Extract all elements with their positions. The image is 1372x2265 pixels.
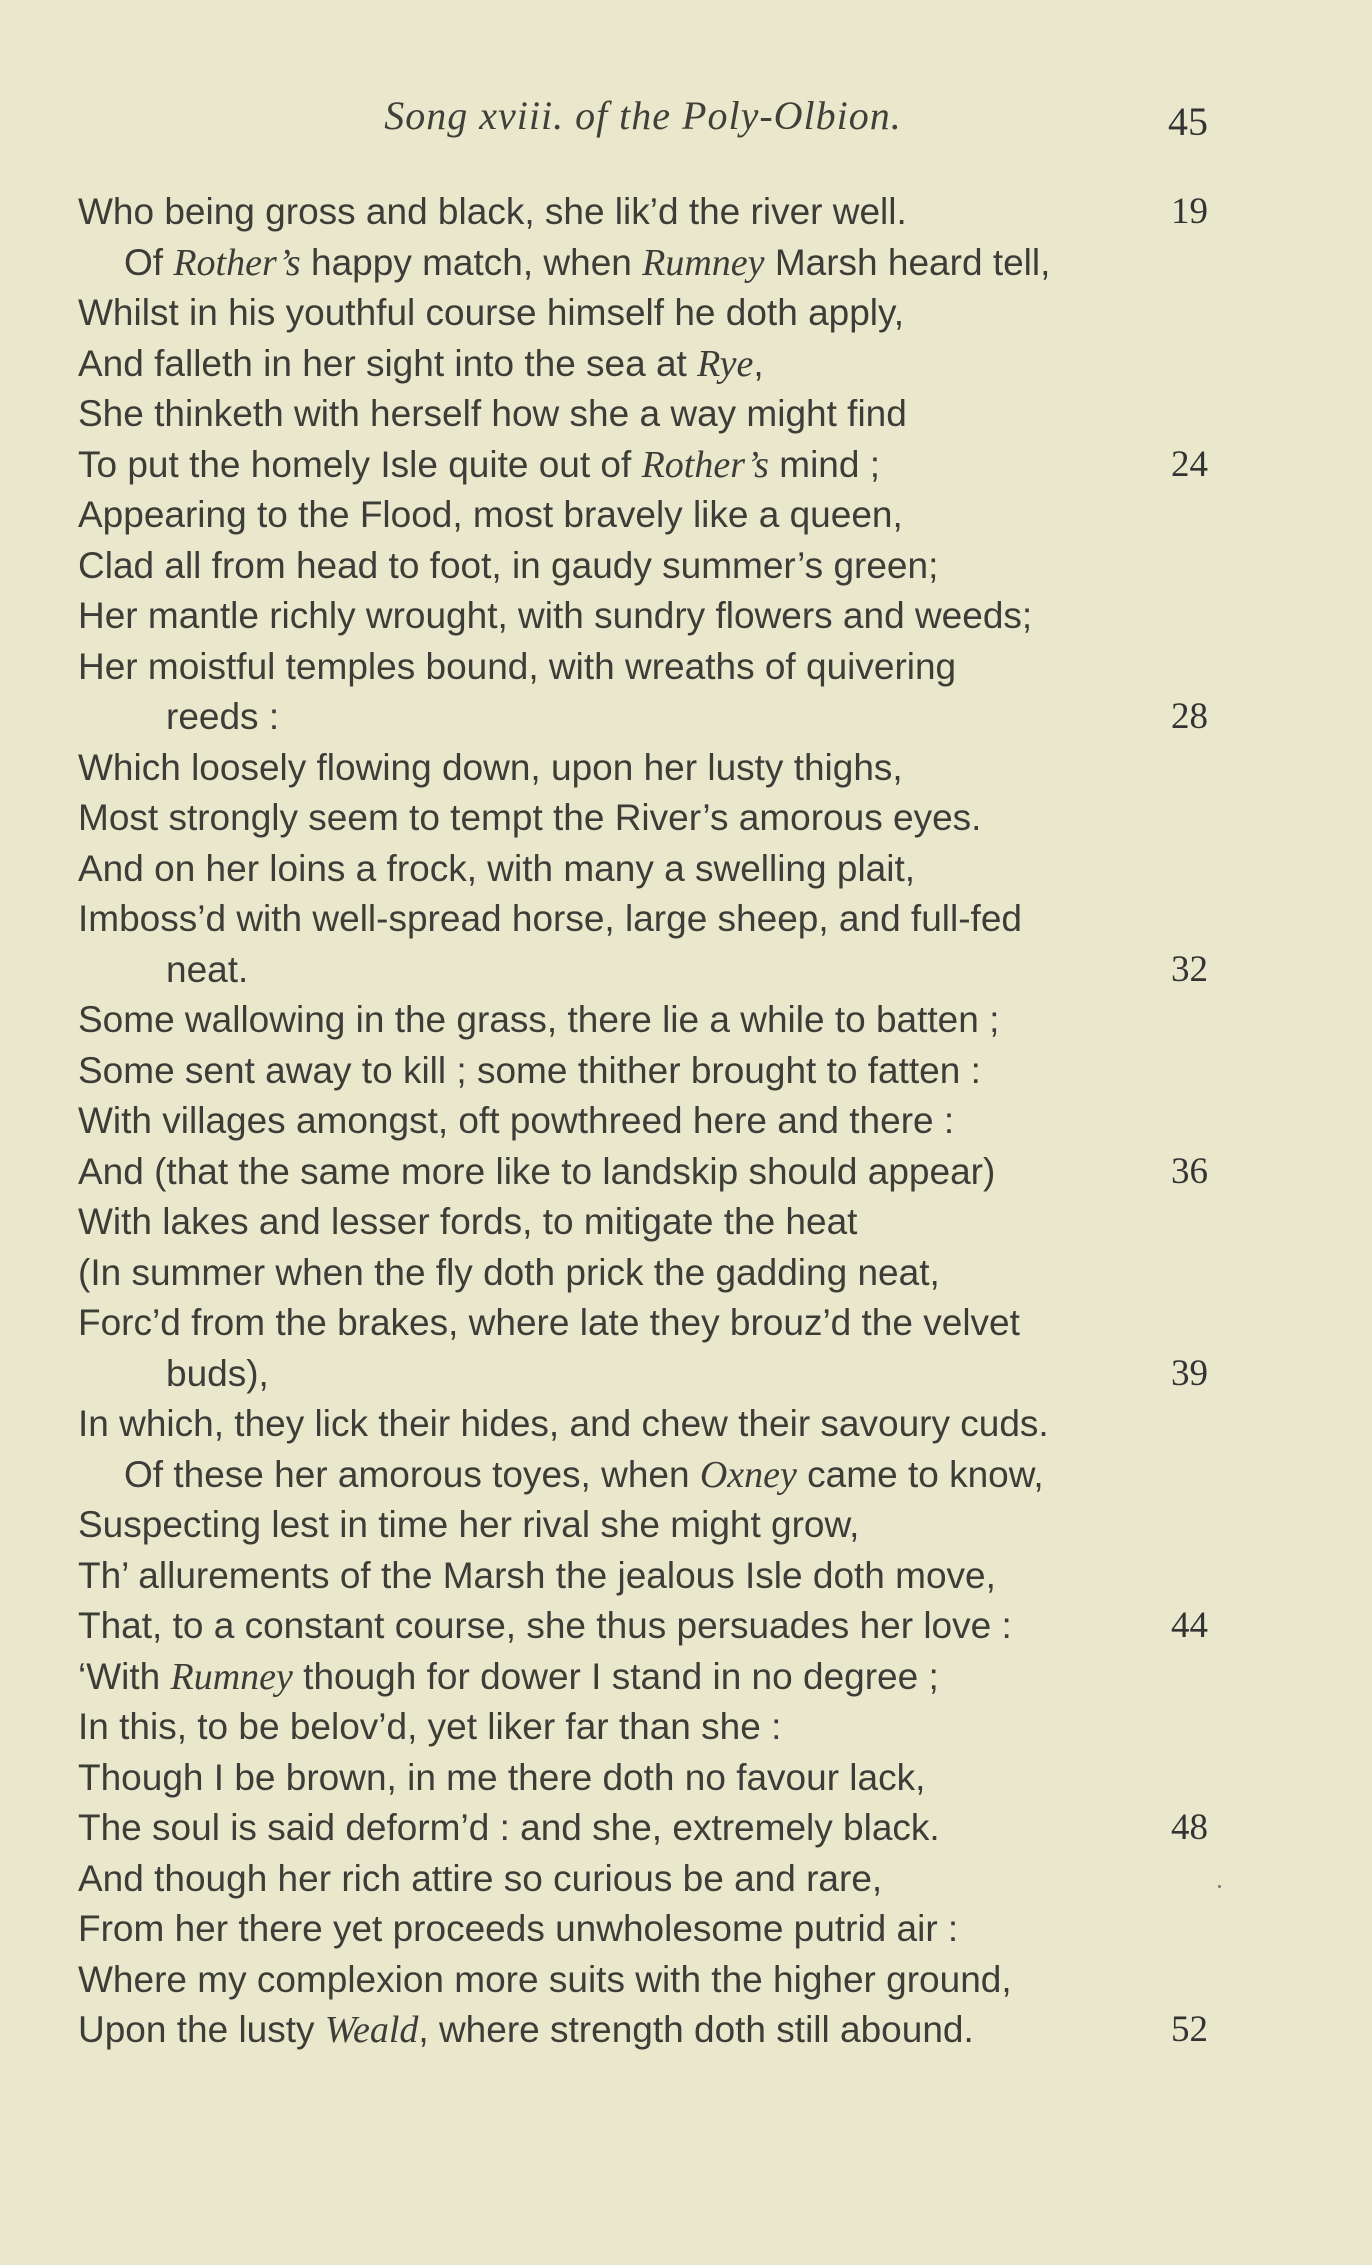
text-run: Of [124, 241, 174, 283]
text-run: That, to a constant course, she thus persuades her love : [78, 1605, 1012, 1646]
text-run: Some wallowing in the grass, there lie a while to batten ; [78, 999, 1000, 1040]
poem-line-text [78, 343, 764, 384]
line-number: 32 [1171, 948, 1208, 990]
poem-line [78, 288, 1208, 339]
italic-name: Rother’s [641, 443, 769, 486]
poem-line-text [78, 646, 956, 687]
poem-line-text [78, 444, 880, 485]
text-run: Clad all from head to foot, in gaudy summer’s green; [78, 544, 939, 586]
poem-line-text [78, 1908, 958, 1949]
poem-line-text [78, 1252, 940, 1293]
text-run: ‘With [78, 1655, 171, 1697]
italic-name: Rumney [170, 1655, 293, 1698]
poem-line-text [78, 191, 907, 232]
poem-line [78, 339, 1208, 390]
line-number: 48 [1171, 1807, 1208, 1848]
text-run: She thinketh with herself how she a way might find [78, 393, 907, 434]
text-run: mind ; [768, 443, 881, 485]
poem-line [78, 440, 1208, 491]
text-run: Which loosely flowing down, upon her lusty thighs, [78, 746, 903, 788]
text-run: Her mantle richly wrought, with sundry flowers and weeds; [78, 595, 1033, 636]
poem-line [78, 1046, 1208, 1097]
text-run: Whilst in his youthful course himself he doth apply, [78, 292, 905, 333]
text-run: Most strongly seem to tempt the River’s amorous eyes. [78, 797, 982, 838]
running-title: Song xviii. of the Poly-Olbion. [384, 93, 902, 138]
running-head [78, 92, 1208, 162]
text-run: With villages amongst, oft powthreed here and there : [78, 1100, 955, 1141]
poem-line-text [78, 1100, 954, 1141]
text-run: The soul is said deform’d : and she, extremely black. [78, 1807, 940, 1848]
text-run: Upon the lusty [78, 2009, 325, 2050]
text-run: Where my complexion more suits with the higher ground, [78, 1958, 1012, 2000]
text-run: Forc’d from the brakes, where late they brouz’d the velvet [78, 1302, 1020, 1343]
poem-line-text [78, 747, 903, 788]
italic-name: Rye [697, 342, 754, 385]
poem-line [78, 591, 1208, 642]
text-run: And on her loins a frock, with many a swelling plait, [78, 847, 916, 889]
poem-line-text [78, 2009, 974, 2050]
poem-line [78, 894, 1208, 945]
poem-line [78, 1248, 1208, 1299]
text-run: And falleth in her sight into the sea at [78, 342, 698, 384]
text-run: happy match, when [300, 241, 643, 283]
line-number: 44 [1171, 1605, 1208, 1646]
poem-line [78, 2005, 1208, 2056]
poem-line-text [78, 1858, 882, 1899]
poem-line [78, 1147, 1208, 1198]
text-run: Her moistful temples bound, with wreaths of quivering [78, 645, 957, 687]
text-run: Of these her amorous toyes, when [124, 1453, 700, 1495]
text-run: Marsh heard tell, [764, 241, 1051, 283]
text-run: Suspecting lest in time her rival she might grow, [78, 1504, 860, 1545]
text-run: And (that the same more like to landskip should appear) [78, 1150, 996, 1192]
text-run: To put the homely Isle quite out of [78, 443, 642, 485]
poem-line-text [78, 1807, 940, 1848]
text-run: Though I be brown, in me there doth no favour lack, [78, 1756, 926, 1798]
text-run: Appearing to the Flood, most bravely like a queen, [78, 494, 903, 535]
text-run: came to know, [796, 1453, 1044, 1495]
poem-line-text [78, 1656, 939, 1697]
line-number: 19 [1171, 191, 1208, 232]
poem-line [78, 1197, 1208, 1248]
line-number: 39 [1171, 1352, 1208, 1394]
poem-line [78, 1349, 1208, 1400]
poem-line [78, 642, 1208, 693]
poem-line-text [78, 1151, 995, 1192]
poem-line-text [166, 949, 248, 990]
poem-line [78, 1702, 1208, 1753]
poem-line [78, 490, 1208, 541]
text-run: In this, to be belov’d, yet liker far than she : [78, 1706, 782, 1747]
page-number: 45 [1168, 99, 1208, 144]
poem-line [78, 995, 1208, 1046]
text-run: neat. [166, 948, 249, 990]
poem-line [78, 1298, 1208, 1349]
poem-line [78, 1652, 1208, 1703]
poem-line [78, 1551, 1208, 1602]
poem-line-text [78, 848, 915, 889]
poem-line-text [78, 797, 981, 838]
text-run: reeds : [166, 696, 280, 737]
poem-line-text [78, 292, 904, 333]
poem-line-text [78, 1403, 1049, 1444]
text-run: With lakes and lesser fords, to mitigate the heat [78, 1201, 858, 1242]
poem-line [78, 1854, 1208, 1905]
text-run: , where strength doth still abound. [418, 2009, 974, 2050]
poem-line-text [78, 1302, 1020, 1343]
poem-line [78, 1096, 1208, 1147]
poem-line [78, 692, 1208, 743]
text-run: Imboss’d with well-spread horse, large sheep, and full-fed [78, 898, 1022, 939]
poem-line-text [78, 1757, 925, 1798]
poem-line [78, 1450, 1208, 1501]
italic-name: Oxney [699, 1453, 797, 1496]
poem-line-text [78, 898, 1022, 939]
poem-line-text [78, 1605, 1012, 1646]
italic-name: Weald [324, 2009, 419, 2051]
poem-line [78, 238, 1208, 289]
text-run: (In summer when the fly doth prick the gadding neat, [78, 1251, 940, 1293]
poem-line-text [78, 1706, 781, 1747]
poem-line [78, 187, 1208, 238]
poem-line [78, 1904, 1208, 1955]
line-number: 36 [1171, 1150, 1208, 1192]
line-number: 28 [1171, 696, 1208, 737]
poem-line [78, 743, 1208, 794]
line-number: 24 [1171, 443, 1208, 485]
text-run: Some sent away to kill ; some thither brought to fatten : [78, 1049, 981, 1091]
poem-line [78, 389, 1208, 440]
line-number: 52 [1171, 2009, 1208, 2050]
poem-line-text [78, 595, 1032, 636]
text-run: And though her rich attire so curious be and rare, [78, 1857, 883, 1899]
poem-line [78, 1399, 1208, 1450]
text-run: From her there yet proceeds unwholesome putrid air : [78, 1908, 959, 1949]
poem-line-text [166, 696, 279, 737]
text-run: Who being gross and black, she lik’d the river well. [78, 191, 907, 232]
poem-line [78, 793, 1208, 844]
poem-line-text [78, 545, 938, 586]
paper-speck [1218, 1885, 1221, 1888]
poem-line-text [124, 1454, 1044, 1495]
poem-line-text [166, 1353, 269, 1394]
poem-line [78, 1500, 1208, 1551]
italic-name: Rumney [642, 241, 765, 284]
poem-line-text [78, 393, 907, 434]
poem-line-text [78, 1201, 857, 1242]
poem-line [78, 541, 1208, 592]
poem-text [78, 187, 1208, 2056]
poem-line [78, 1955, 1208, 2006]
poem-line-text [78, 999, 999, 1040]
italic-name: Rother’s [173, 241, 301, 284]
poem-line [78, 1601, 1208, 1652]
poem-line [78, 844, 1208, 895]
text-run: , [753, 342, 764, 384]
poem-line [78, 945, 1208, 996]
poem-line-text [78, 1959, 1012, 2000]
text-run: buds), [166, 1352, 269, 1394]
text-run: Th’ allurements of the Marsh the jealous Isle doth move, [78, 1554, 996, 1596]
poem-line-text [78, 1555, 996, 1596]
poem-line-text [78, 1504, 859, 1545]
text-run: though for dower I stand in no degree ; [292, 1655, 939, 1697]
poem-line-text [78, 494, 903, 535]
poem-line-text [78, 1050, 981, 1091]
poem-line [78, 1803, 1208, 1854]
text-run: In which, they lick their hides, and chew their savoury cuds. [78, 1403, 1049, 1444]
poem-line-text [124, 242, 1050, 283]
poem-line [78, 1753, 1208, 1804]
